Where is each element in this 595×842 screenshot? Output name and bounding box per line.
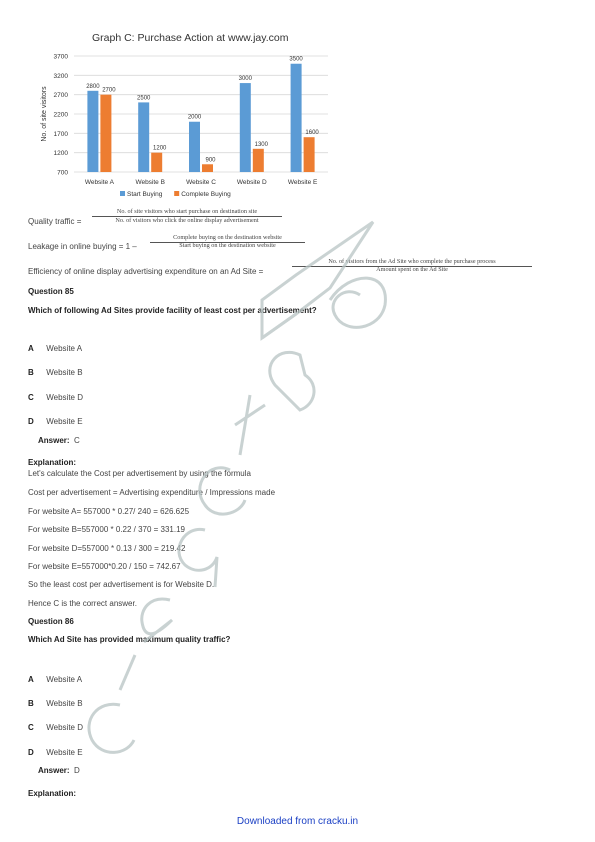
- q85-option-b[interactable]: [28, 362, 83, 380]
- option-letter: B: [28, 699, 34, 708]
- bar-start-buying: [189, 122, 200, 172]
- explanation-line: For website A= 557000 * 0.27/ 240 = 626.625: [28, 507, 190, 516]
- option-letter: D: [28, 748, 34, 757]
- question-86-text: Which Ad Site has provided maximum quality traffic?: [28, 635, 231, 644]
- bar-start-buying: [291, 64, 302, 172]
- option-letter: C: [28, 393, 34, 402]
- option-text: Website A: [46, 675, 83, 684]
- data-label: 1200: [153, 145, 167, 152]
- option-text: Website E: [46, 417, 83, 426]
- option-letter: D: [28, 417, 34, 426]
- bar-start-buying: [138, 102, 149, 172]
- question-85-text: Which of following Ad Sites provide facility of least cost per advertisement?: [28, 306, 317, 315]
- q86-answer: [38, 760, 80, 778]
- explanation-line: Hence C is the correct answer.: [28, 599, 137, 608]
- explanation-line: For website D=557000 * 0.13 / 300 = 219.42: [28, 544, 186, 553]
- bar-complete-buying: [100, 95, 111, 172]
- data-label: 3500: [289, 56, 303, 63]
- footer-link[interactable]: Downloaded from cracku.in: [236, 816, 359, 827]
- data-label: 2500: [137, 95, 151, 102]
- quality-traffic-numerator: No. of site visitors who start purchase on destination site: [116, 208, 258, 215]
- x-tick-label: Website E: [287, 179, 318, 186]
- chart-title: Graph C: Purchase Action at www.jay.com: [92, 32, 289, 44]
- x-tick-label: Website C: [186, 179, 216, 186]
- y-tick-label: 2700: [53, 92, 68, 100]
- q86-explanation-heading: Explanation:: [28, 789, 77, 798]
- answer-value: D: [74, 766, 80, 775]
- q86-option-d[interactable]: [28, 742, 83, 760]
- data-label: 1300: [254, 141, 268, 148]
- leakage-denominator: Start buying on the destination website: [179, 242, 276, 249]
- bar-complete-buying: [304, 137, 315, 172]
- q85-option-c[interactable]: [28, 387, 83, 405]
- q85-explanation-heading: Explanation:: [28, 458, 77, 467]
- bar-start-buying: [87, 91, 98, 172]
- option-letter: C: [28, 723, 34, 732]
- data-label: 2800: [86, 83, 100, 90]
- option-text: Website A: [46, 344, 83, 353]
- q85-answer: [38, 430, 80, 448]
- x-tick-label: Website A: [84, 179, 114, 186]
- q86-option-b[interactable]: [28, 693, 83, 711]
- q85-option-d[interactable]: [28, 411, 83, 429]
- answer-value: C: [74, 436, 80, 445]
- efficiency-numerator: No. of visitors from the Ad Site who complete the purchase process: [328, 258, 496, 265]
- question-85-heading: Question 85: [28, 287, 74, 296]
- legend-label: Start Buying: [127, 191, 163, 198]
- legend-swatch: [174, 191, 179, 196]
- data-label: 2700: [102, 87, 116, 94]
- option-text: Website B: [46, 368, 83, 377]
- bar-complete-buying: [253, 149, 264, 172]
- x-tick-label: Website D: [236, 179, 267, 186]
- data-label: 3000: [238, 76, 252, 83]
- option-text: Website D: [46, 393, 83, 402]
- bar-start-buying: [240, 83, 251, 172]
- y-tick-label: 2200: [53, 111, 68, 119]
- y-axis-label: No. of site visitors: [41, 86, 48, 142]
- x-tick-label: Website B: [135, 179, 165, 186]
- bar-chart: [28, 48, 338, 208]
- data-label: 2000: [187, 114, 202, 121]
- y-tick-label: 3200: [53, 72, 68, 80]
- explanation-line: For website E=557000*0.20 / 150 = 742.67: [28, 562, 181, 571]
- explanation-line: So the least cost per advertisement is for Website D.: [28, 580, 215, 589]
- bar-complete-buying: [151, 153, 162, 172]
- quality-traffic-label: Quality traffic =: [28, 217, 82, 226]
- leakage-label: Leakage in online buying = 1 –: [28, 242, 137, 251]
- explanation-line: Cost per advertisement = Advertising expenditure / Impressions made: [28, 488, 276, 497]
- option-letter: A: [28, 675, 34, 684]
- option-text: Website B: [46, 699, 83, 708]
- efficiency-label: Efficiency of online display advertising expenditure on an Ad Site =: [28, 267, 264, 276]
- quality-traffic-denominator: No. of visitors who click the online display advertisement: [115, 217, 259, 224]
- y-tick-label: 700: [57, 169, 68, 177]
- efficiency-denominator: Amount spent on the Ad Site: [376, 266, 448, 273]
- q85-option-a[interactable]: [28, 338, 82, 356]
- y-tick-label: 3700: [53, 53, 68, 61]
- q86-option-c[interactable]: [28, 717, 83, 735]
- explanation-line: Let's calculate the Cost per advertisement by using the formula: [28, 469, 251, 478]
- option-letter: A: [28, 344, 34, 353]
- option-text: Website D: [46, 723, 83, 732]
- y-tick-label: 1700: [53, 130, 68, 138]
- question-86-heading: Question 86: [28, 617, 74, 626]
- q86-option-a[interactable]: [28, 669, 82, 687]
- legend-label: Complete Buying: [181, 191, 231, 198]
- legend-swatch: [120, 191, 125, 196]
- bar-complete-buying: [202, 164, 213, 172]
- data-label: 1600: [305, 130, 319, 137]
- option-text: Website E: [46, 748, 83, 757]
- answer-label: Answer:: [38, 436, 70, 445]
- option-letter: B: [28, 368, 34, 377]
- y-tick-label: 1200: [53, 150, 68, 158]
- data-label: 900: [205, 157, 216, 164]
- answer-label: Answer:: [38, 766, 70, 775]
- explanation-line: For website B=557000 * 0.22 / 370 = 331.19: [28, 525, 186, 534]
- leakage-numerator: Complete buying on the destination website: [173, 234, 282, 241]
